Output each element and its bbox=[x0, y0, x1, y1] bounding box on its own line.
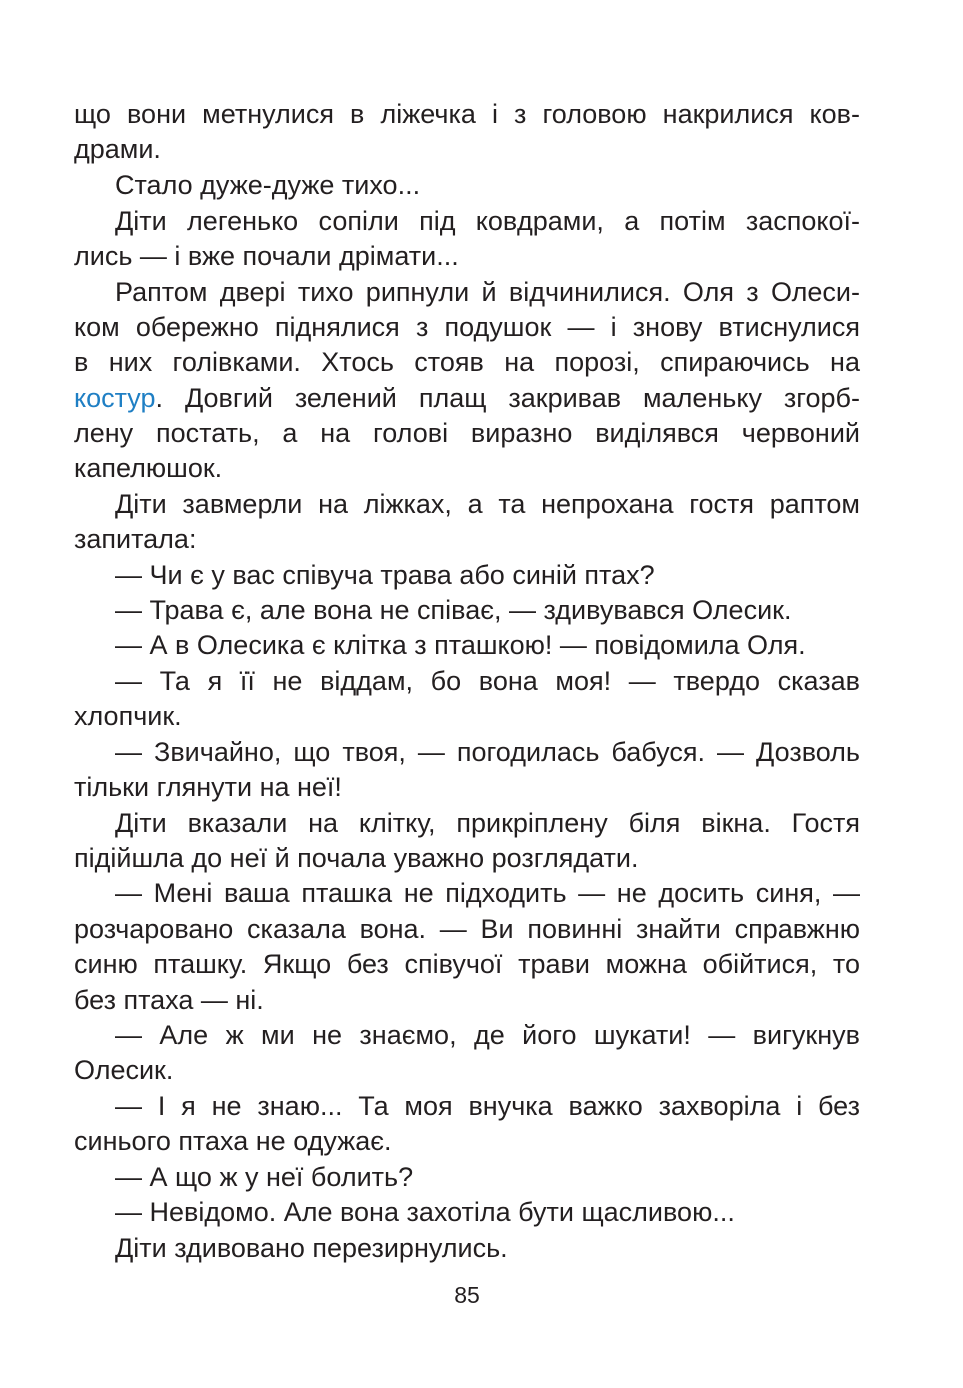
text-line: Діти легенько сопіли під ковдрами, а потім заспокої- bbox=[115, 206, 860, 236]
text-line: Олесик. bbox=[74, 1055, 174, 1085]
text-line: — Трава є, але вона не співає, — здивувався Олесик. bbox=[115, 595, 792, 625]
text-fragment: . Довгий зелений плащ закривав маленьку згорб- bbox=[155, 383, 860, 413]
text-line: хлопчик. bbox=[74, 701, 182, 731]
text-line: тільки глянути на неї! bbox=[74, 772, 342, 802]
text-line: Раптом двері тихо рипнули й відчинилися. Оля з Олеси- bbox=[115, 277, 860, 307]
text-line: підійшла до неї й почала уважно розглядати. bbox=[74, 843, 639, 873]
text-line: — Мені ваша пташка не підходить — не досить синя, — bbox=[115, 878, 860, 908]
text-line-with-dictionary-word bbox=[74, 380, 860, 416]
text-line: — Чи є у вас співуча трава або синій птах? bbox=[115, 560, 655, 590]
text-line: Діти вказали на клітку, прикріплену біля вікна. Гостя bbox=[115, 808, 860, 838]
text-line: драми. bbox=[74, 134, 161, 164]
text-line: лись — і вже почали дрімати... bbox=[74, 241, 459, 271]
text-line: розчаровано сказала вона. — Ви повинні знайти справжню bbox=[74, 914, 860, 944]
text-line: Діти завмерли на ліжках, а та непрохана гостя раптом bbox=[115, 489, 860, 519]
text-line: що вони метнулися в ліжечка і з головою накрилися ков- bbox=[74, 99, 860, 129]
text-line: — Та я її не віддам, бо вона моя! — твердо сказав bbox=[115, 666, 860, 696]
text-line: капелюшок. bbox=[74, 453, 223, 483]
text-line: лену постать, а на голові виразно виділявся червоний bbox=[74, 418, 860, 448]
text-line: — А в Олесика є клітка з пташкою! — повідомила Оля. bbox=[115, 630, 806, 660]
book-page bbox=[74, 0, 860, 1388]
text-line: — Невідомо. Але вона захотіла бути щасливою... bbox=[115, 1197, 735, 1227]
text-line: — Але ж ми не знаємо, де його шукати! — вигукнув bbox=[115, 1020, 860, 1050]
text-line: — І я не знаю... Та моя внучка важко захворіла і без bbox=[115, 1091, 860, 1121]
text-line: синього птаха не одужає. bbox=[74, 1126, 392, 1156]
text-line: без птаха — ні. bbox=[74, 985, 264, 1015]
text-line: синю пташку. Якщо без співучої трави можна обійтися, то bbox=[74, 949, 860, 979]
text-line: — А що ж у неї болить? bbox=[115, 1162, 414, 1192]
dictionary-word-link[interactable]: костур bbox=[74, 383, 156, 413]
text-line: ком обережно піднялися з подушок — і знову втиснулися bbox=[74, 312, 860, 342]
page-number: 85 bbox=[454, 1282, 480, 1308]
text-line: — Звичайно, що твоя, — погодилась бабуся. — Дозволь bbox=[115, 737, 860, 767]
text-line: Стало дуже-дуже тихо... bbox=[115, 170, 421, 200]
text-line: в них голівками. Хтось стояв на порозі, спираючись на bbox=[74, 347, 860, 377]
text-line: Діти здивовано перезирнулись. bbox=[115, 1233, 508, 1263]
text-line: запитала: bbox=[74, 524, 197, 554]
